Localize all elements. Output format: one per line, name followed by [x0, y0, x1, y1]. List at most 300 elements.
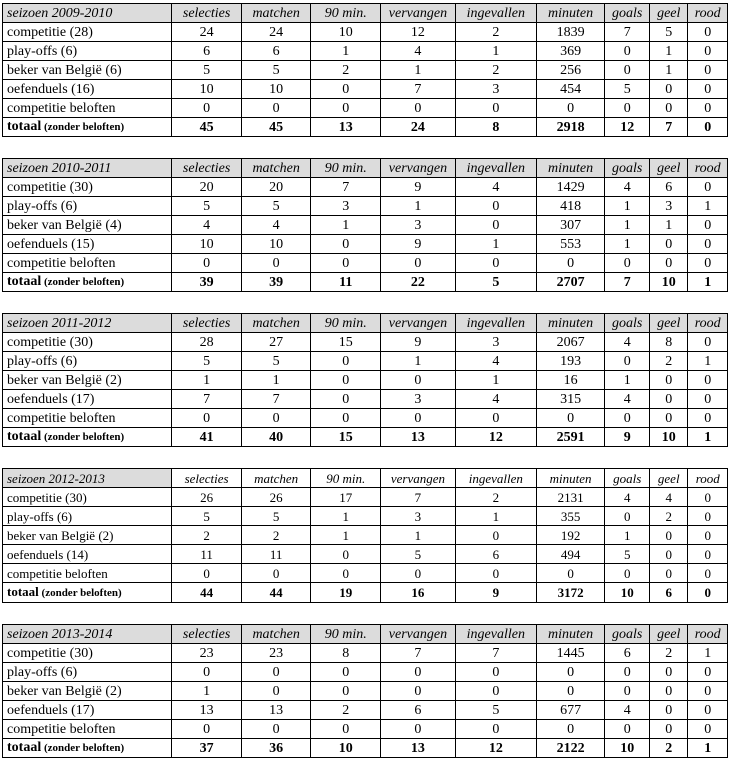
table-row [3, 352, 728, 371]
total-cell: 40 [241, 428, 311, 447]
table-row [3, 178, 728, 197]
table-cell: 0 [688, 254, 728, 273]
table-cell: 0 [605, 352, 650, 371]
column-header: vervangen [381, 625, 456, 644]
table-cell: 418 [536, 197, 605, 216]
table-row [3, 23, 728, 42]
table-cell: 256 [536, 61, 605, 80]
table-cell: 1839 [536, 23, 605, 42]
row-label: beker van België (2) [3, 371, 172, 390]
column-header: ingevallen [455, 625, 536, 644]
table-cell: 0 [688, 99, 728, 118]
table-cell: 26 [241, 488, 311, 507]
table-cell: 0 [536, 720, 605, 739]
season-title: seizoen 2010-2011 [3, 159, 172, 178]
table-cell: 5 [241, 197, 311, 216]
table-cell: 10 [241, 80, 311, 99]
table-cell: 5 [172, 352, 242, 371]
table-cell: 5 [241, 352, 311, 371]
table-cell: 6 [455, 545, 536, 564]
total-cell: 10 [311, 739, 381, 758]
table-cell: 1 [455, 235, 536, 254]
table-row [3, 701, 728, 720]
table-cell: 2 [650, 507, 688, 526]
row-label: competitie beloften [3, 254, 172, 273]
table-cell: 0 [536, 99, 605, 118]
column-header: rood [688, 4, 728, 23]
table-cell: 0 [381, 254, 456, 273]
table-cell: 0 [605, 409, 650, 428]
column-header: matchen [241, 625, 311, 644]
table-cell: 0 [455, 720, 536, 739]
column-header: ingevallen [455, 314, 536, 333]
table-cell: 0 [311, 545, 381, 564]
total-cell: 11 [311, 273, 381, 292]
table-cell: 4 [605, 390, 650, 409]
table-row [3, 564, 728, 583]
table-cell: 7 [241, 390, 311, 409]
table-cell: 27 [241, 333, 311, 352]
total-row [3, 118, 728, 137]
table-cell: 0 [605, 61, 650, 80]
table-cell: 2 [650, 352, 688, 371]
table-cell: 0 [605, 663, 650, 682]
column-header: 90 min. [311, 4, 381, 23]
column-header: vervangen [381, 4, 456, 23]
table-cell: 1 [311, 526, 381, 545]
total-cell: 15 [311, 428, 381, 447]
table-cell: 0 [311, 80, 381, 99]
table-row [3, 409, 728, 428]
table-cell: 0 [455, 526, 536, 545]
table-cell: 8 [650, 333, 688, 352]
table-cell: 7 [381, 644, 456, 663]
total-label-note: (zonder beloften) [41, 431, 125, 443]
table-cell: 6 [172, 42, 242, 61]
total-label [3, 428, 172, 447]
table-row [3, 663, 728, 682]
season-header-row [3, 159, 728, 178]
table-cell: 20 [241, 178, 311, 197]
table-cell: 4 [241, 216, 311, 235]
table-cell: 0 [241, 254, 311, 273]
table-cell: 10 [172, 235, 242, 254]
table-cell: 1429 [536, 178, 605, 197]
table-cell: 7 [172, 390, 242, 409]
table-cell: 6 [605, 644, 650, 663]
total-label-text: totaal [7, 584, 39, 599]
table-cell: 0 [311, 371, 381, 390]
table-row [3, 371, 728, 390]
column-header: selecties [172, 4, 242, 23]
table-cell: 1 [650, 42, 688, 61]
total-cell: 6 [650, 583, 688, 603]
table-cell: 1 [172, 682, 242, 701]
table-cell: 5 [381, 545, 456, 564]
total-label [3, 273, 172, 292]
table-cell: 7 [381, 488, 456, 507]
table-cell: 4 [381, 42, 456, 61]
table-cell: 4 [455, 390, 536, 409]
table-cell: 4 [605, 701, 650, 720]
table-cell: 9 [381, 178, 456, 197]
table-cell: 0 [605, 42, 650, 61]
table-cell: 1 [688, 352, 728, 371]
table-cell: 7 [311, 178, 381, 197]
total-label-note: (zonder beloften) [41, 121, 125, 133]
column-header: vervangen [381, 314, 456, 333]
table-cell: 0 [241, 409, 311, 428]
column-header: geel [650, 314, 688, 333]
table-cell: 0 [241, 564, 311, 583]
table-cell: 0 [172, 663, 242, 682]
row-label: beker van België (4) [3, 216, 172, 235]
table-cell: 4 [455, 352, 536, 371]
table-cell: 0 [688, 178, 728, 197]
table-cell: 0 [605, 682, 650, 701]
table-cell: 0 [650, 390, 688, 409]
column-header: 90 min. [311, 469, 381, 488]
column-header: matchen [241, 314, 311, 333]
table-cell: 1 [241, 371, 311, 390]
season-header-row [3, 625, 728, 644]
row-label: oefenduels (14) [3, 545, 172, 564]
table-cell: 1 [381, 197, 456, 216]
table-cell: 0 [381, 663, 456, 682]
total-row [3, 428, 728, 447]
total-cell: 10 [650, 428, 688, 447]
column-header: goals [605, 625, 650, 644]
table-cell: 1 [455, 507, 536, 526]
row-label: beker van België (2) [3, 526, 172, 545]
table-cell: 10 [311, 23, 381, 42]
season-table [2, 3, 728, 137]
season-title: seizoen 2012-2013 [3, 469, 172, 488]
table-cell: 13 [172, 701, 242, 720]
table-cell: 553 [536, 235, 605, 254]
table-cell: 0 [536, 682, 605, 701]
total-cell: 1 [688, 273, 728, 292]
table-cell: 0 [455, 197, 536, 216]
total-cell: 44 [172, 583, 242, 603]
table-cell: 9 [381, 235, 456, 254]
total-cell: 2 [650, 739, 688, 758]
table-cell: 0 [650, 526, 688, 545]
table-cell: 0 [650, 545, 688, 564]
total-cell: 12 [455, 739, 536, 758]
table-cell: 1 [688, 644, 728, 663]
table-row [3, 507, 728, 526]
total-cell: 19 [311, 583, 381, 603]
table-cell: 4 [455, 178, 536, 197]
table-cell: 1445 [536, 644, 605, 663]
row-label: play-offs (6) [3, 352, 172, 371]
column-header: vervangen [381, 159, 456, 178]
total-cell: 12 [605, 118, 650, 137]
column-header: geel [650, 4, 688, 23]
table-cell: 3 [455, 333, 536, 352]
table-cell: 193 [536, 352, 605, 371]
column-header: rood [688, 469, 728, 488]
table-cell: 0 [311, 663, 381, 682]
column-header: matchen [241, 469, 311, 488]
table-cell: 2 [650, 644, 688, 663]
table-cell: 8 [311, 644, 381, 663]
table-cell: 0 [605, 99, 650, 118]
total-cell: 36 [241, 739, 311, 758]
table-cell: 1 [688, 197, 728, 216]
column-header: minuten [536, 159, 605, 178]
column-header: minuten [536, 314, 605, 333]
table-cell: 1 [381, 352, 456, 371]
column-header: ingevallen [455, 159, 536, 178]
season-title: seizoen 2011-2012 [3, 314, 172, 333]
table-cell: 10 [172, 80, 242, 99]
total-cell: 2591 [536, 428, 605, 447]
season-table [2, 624, 728, 758]
table-cell: 0 [311, 682, 381, 701]
season-table [2, 313, 728, 447]
table-cell: 5 [241, 61, 311, 80]
season-header-row [3, 4, 728, 23]
table-cell: 5 [172, 197, 242, 216]
season-header-row [3, 314, 728, 333]
total-cell: 9 [455, 583, 536, 603]
table-cell: 0 [311, 99, 381, 118]
table-cell: 307 [536, 216, 605, 235]
row-label: oefenduels (17) [3, 701, 172, 720]
table-cell: 1 [172, 371, 242, 390]
row-label: beker van België (6) [3, 61, 172, 80]
table-cell: 0 [650, 701, 688, 720]
table-cell: 0 [688, 507, 728, 526]
table-cell: 2131 [536, 488, 605, 507]
table-cell: 1 [650, 216, 688, 235]
table-cell: 0 [241, 720, 311, 739]
table-row [3, 488, 728, 507]
table-row [3, 545, 728, 564]
table-cell: 0 [650, 371, 688, 390]
table-cell: 0 [688, 564, 728, 583]
column-header: goals [605, 314, 650, 333]
column-header: minuten [536, 469, 605, 488]
total-cell: 10 [605, 739, 650, 758]
table-cell: 3 [650, 197, 688, 216]
row-label: competitie beloften [3, 99, 172, 118]
total-label-text: totaal [7, 119, 42, 134]
table-cell: 0 [650, 80, 688, 99]
row-label: oefenduels (15) [3, 235, 172, 254]
table-cell: 0 [605, 507, 650, 526]
row-label: competitie (30) [3, 178, 172, 197]
total-cell: 45 [172, 118, 242, 137]
column-header: rood [688, 625, 728, 644]
table-row [3, 99, 728, 118]
column-header: selecties [172, 625, 242, 644]
table-cell: 0 [241, 682, 311, 701]
table-cell: 0 [381, 99, 456, 118]
row-label: oefenduels (17) [3, 390, 172, 409]
table-cell: 0 [688, 216, 728, 235]
table-cell: 0 [605, 720, 650, 739]
table-cell: 0 [455, 99, 536, 118]
table-cell: 0 [688, 526, 728, 545]
total-label-text: totaal [7, 274, 42, 289]
column-header: ingevallen [455, 4, 536, 23]
table-cell: 2 [241, 526, 311, 545]
table-cell: 5 [172, 507, 242, 526]
table-cell: 0 [311, 254, 381, 273]
column-header: vervangen [381, 469, 456, 488]
table-cell: 315 [536, 390, 605, 409]
table-cell: 0 [688, 545, 728, 564]
total-cell: 16 [381, 583, 456, 603]
table-cell: 0 [241, 663, 311, 682]
table-cell: 23 [172, 644, 242, 663]
total-cell: 3172 [536, 583, 605, 603]
column-header: rood [688, 314, 728, 333]
table-cell: 10 [241, 235, 311, 254]
table-cell: 0 [172, 99, 242, 118]
season-title: seizoen 2009-2010 [3, 4, 172, 23]
total-cell: 12 [455, 428, 536, 447]
total-label-text: totaal [7, 429, 42, 444]
table-cell: 1 [455, 42, 536, 61]
table-cell: 0 [455, 663, 536, 682]
table-cell: 4 [172, 216, 242, 235]
table-cell: 0 [650, 254, 688, 273]
total-cell: 45 [241, 118, 311, 137]
table-cell: 192 [536, 526, 605, 545]
table-cell: 1 [311, 216, 381, 235]
table-cell: 24 [241, 23, 311, 42]
column-header: geel [650, 159, 688, 178]
row-label: play-offs (6) [3, 197, 172, 216]
table-cell: 4 [605, 488, 650, 507]
table-cell: 4 [605, 333, 650, 352]
table-cell: 17 [311, 488, 381, 507]
table-cell: 5 [455, 701, 536, 720]
row-label: competitie (30) [3, 488, 172, 507]
table-cell: 6 [650, 178, 688, 197]
table-cell: 13 [241, 701, 311, 720]
table-cell: 0 [311, 409, 381, 428]
table-cell: 7 [605, 23, 650, 42]
season-header-row [3, 469, 728, 488]
column-header: 90 min. [311, 159, 381, 178]
table-row [3, 235, 728, 254]
table-cell: 9 [381, 333, 456, 352]
season-title: seizoen 2013-2014 [3, 625, 172, 644]
table-cell: 0 [688, 42, 728, 61]
table-cell: 1 [605, 197, 650, 216]
table-cell: 1 [311, 507, 381, 526]
total-cell: 5 [455, 273, 536, 292]
column-header: geel [650, 625, 688, 644]
table-cell: 1 [381, 61, 456, 80]
total-label [3, 118, 172, 137]
row-label: play-offs (6) [3, 663, 172, 682]
table-row [3, 720, 728, 739]
column-header: goals [605, 159, 650, 178]
table-cell: 355 [536, 507, 605, 526]
table-cell: 0 [650, 409, 688, 428]
table-cell: 0 [455, 682, 536, 701]
total-cell: 44 [241, 583, 311, 603]
table-cell: 2 [455, 61, 536, 80]
column-header: 90 min. [311, 314, 381, 333]
table-cell: 28 [172, 333, 242, 352]
row-label: competitie (30) [3, 644, 172, 663]
total-cell: 2707 [536, 273, 605, 292]
table-cell: 0 [650, 663, 688, 682]
column-header: geel [650, 469, 688, 488]
table-cell: 3 [455, 80, 536, 99]
table-cell: 0 [455, 254, 536, 273]
table-cell: 3 [311, 197, 381, 216]
table-cell: 4 [650, 488, 688, 507]
row-label: competitie beloften [3, 564, 172, 583]
total-label [3, 583, 172, 603]
table-cell: 0 [536, 663, 605, 682]
table-cell: 369 [536, 42, 605, 61]
table-cell: 0 [381, 409, 456, 428]
season-table [2, 158, 728, 292]
table-cell: 0 [311, 390, 381, 409]
total-cell: 13 [381, 428, 456, 447]
table-cell: 0 [650, 99, 688, 118]
table-cell: 0 [536, 409, 605, 428]
total-cell: 39 [241, 273, 311, 292]
total-cell: 7 [650, 118, 688, 137]
table-cell: 26 [172, 488, 242, 507]
total-cell: 2122 [536, 739, 605, 758]
total-cell: 0 [688, 583, 728, 603]
table-cell: 5 [172, 61, 242, 80]
table-cell: 5 [605, 80, 650, 99]
total-cell: 10 [650, 273, 688, 292]
table-cell: 2067 [536, 333, 605, 352]
total-cell: 1 [688, 428, 728, 447]
total-cell: 39 [172, 273, 242, 292]
column-header: 90 min. [311, 625, 381, 644]
table-cell: 0 [650, 720, 688, 739]
table-cell: 0 [311, 235, 381, 254]
table-cell: 0 [650, 235, 688, 254]
table-cell: 3 [381, 390, 456, 409]
table-cell: 0 [605, 564, 650, 583]
total-label-note: (zonder beloften) [41, 742, 125, 754]
total-cell: 1 [688, 739, 728, 758]
row-label: competitie beloften [3, 409, 172, 428]
table-cell: 2 [455, 488, 536, 507]
table-cell: 0 [688, 235, 728, 254]
total-label [3, 739, 172, 758]
table-cell: 0 [605, 254, 650, 273]
table-cell: 23 [241, 644, 311, 663]
table-cell: 4 [605, 178, 650, 197]
table-cell: 5 [241, 507, 311, 526]
total-cell: 13 [311, 118, 381, 137]
total-cell: 8 [455, 118, 536, 137]
table-cell: 1 [455, 371, 536, 390]
table-row [3, 644, 728, 663]
column-header: rood [688, 159, 728, 178]
table-row [3, 254, 728, 273]
column-header: selecties [172, 314, 242, 333]
table-cell: 0 [381, 371, 456, 390]
table-cell: 2 [311, 701, 381, 720]
